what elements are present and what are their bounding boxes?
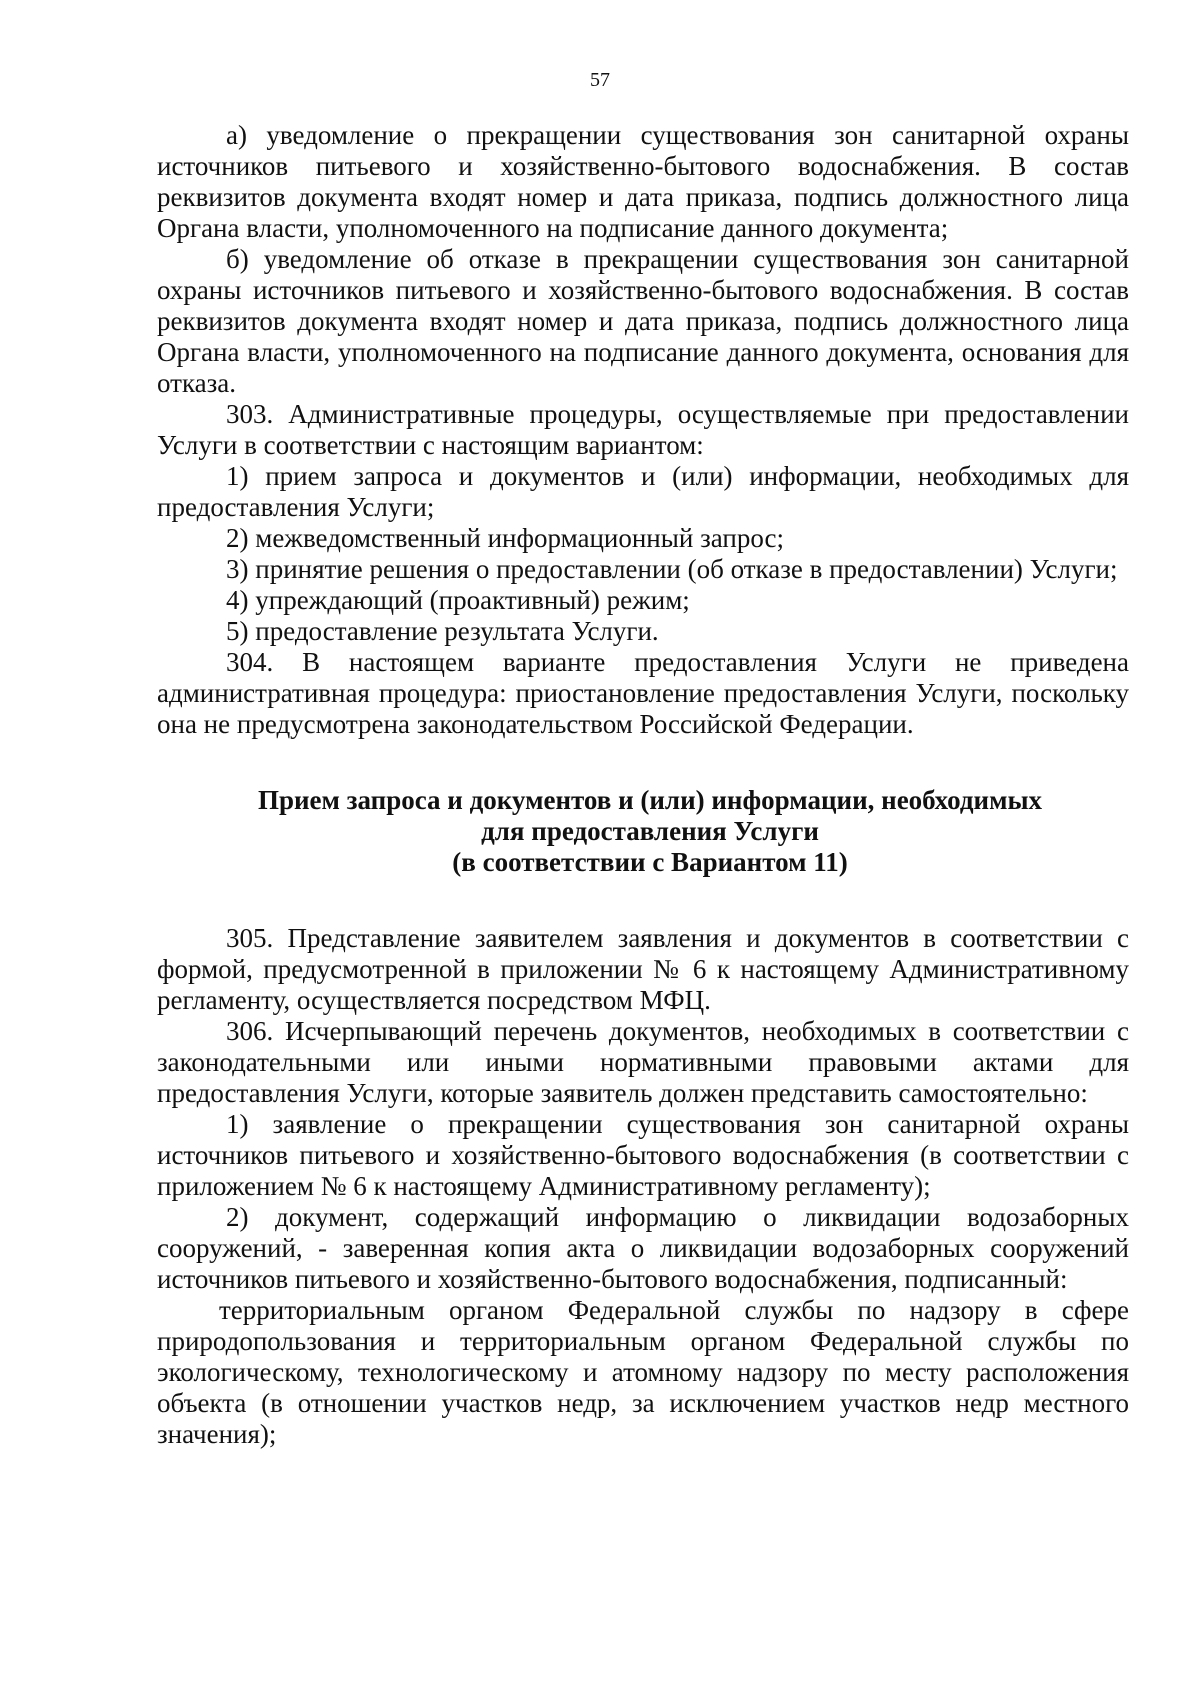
page-number: 57 xyxy=(590,69,610,91)
list-item-303-1: 1) прием запроса и документов и (или) информации, необходимых для предоставления Услуги; xyxy=(157,461,1129,522)
paragraph-304: 304. В настоящем варианте предоставления Услуги не приведена административная процедура: приостановление предоставления Услуги, поскольку она не предусмотрена законодательством Российской Федерации. xyxy=(157,647,1129,739)
list-item-303-5: 5) предоставление результата Услуги. xyxy=(226,616,659,646)
section-heading xyxy=(157,785,1129,878)
list-item-306-1: 1) заявление о прекращении существования зон санитарной охраны источников питьевого и хозяйственно-бытового водоснабжения (в соответствии с приложением № 6 к настоящему Административному регламенту); xyxy=(157,1109,1129,1201)
section-heading-line-1: Прием запроса и документов и (или) информации, необходимых xyxy=(257,785,1043,815)
paragraph-303: 303. Административные процедуры, осуществляемые при предоставлении Услуги в соответствии с настоящим вариантом: xyxy=(157,399,1129,460)
paragraph-notice-a: а) уведомление о прекращении существования зон санитарной охраны источников питьевого и хозяйственно-бытового водоснабжения. В состав реквизитов документа входят номер и дата приказа, подпись должностного лица Органа власти, уполномоченного на подписание данного документа; xyxy=(157,120,1129,243)
list-item-303-4: 4) упреждающий (проактивный) режим; xyxy=(226,585,690,615)
list-item-306-2: 2) документ, содержащий информацию о ликвидации водозаборных сооружений, - заверенная копия акта о ликвидации водозаборных сооружений источников питьевого и хозяйственно-бытового водоснабжения, подписанный: xyxy=(157,1202,1129,1294)
paragraph-305: 305. Представление заявителем заявления и документов в соответствии с формой, предусмотренной в приложении № 6 к настоящему Административному регламенту, осуществляется посредством МФЦ. xyxy=(157,923,1129,1015)
list-item-303-3: 3) принятие решения о предоставлении (об отказе в предоставлении) Услуги; xyxy=(226,554,1118,584)
document-body xyxy=(157,120,1129,1450)
paragraph-306: 306. Исчерпывающий перечень документов, необходимых в соответствии с законодательными или иными нормативными правовыми актами для предоставления Услуги, которые заявитель должен представить самостоятельно: xyxy=(157,1016,1129,1108)
section-heading-line-2: для предоставления Услуги xyxy=(481,816,819,846)
section-heading-line-3: (в соответствии с Вариантом 11) xyxy=(452,847,848,877)
paragraph-notice-b: б) уведомление об отказе в прекращении существования зон санитарной охраны источников питьевого и хозяйственно-бытового водоснабжения. В состав реквизитов документа входят номер и дата приказа, подпись должностного лица Органа власти, уполномоченного на подписание данного документа, основания для отказа. xyxy=(157,244,1129,398)
list-item-303-2: 2) межведомственный информационный запрос; xyxy=(226,523,784,553)
paragraph-territorial-bodies: территориальным органом Федеральной службы по надзору в сфере природопользования и территориальным органом Федеральной службы по экологическому, технологическому и атомному надзору по месту расположения объекта (в отношении участков недр, за исключением участков недр местного значения); xyxy=(157,1295,1129,1449)
